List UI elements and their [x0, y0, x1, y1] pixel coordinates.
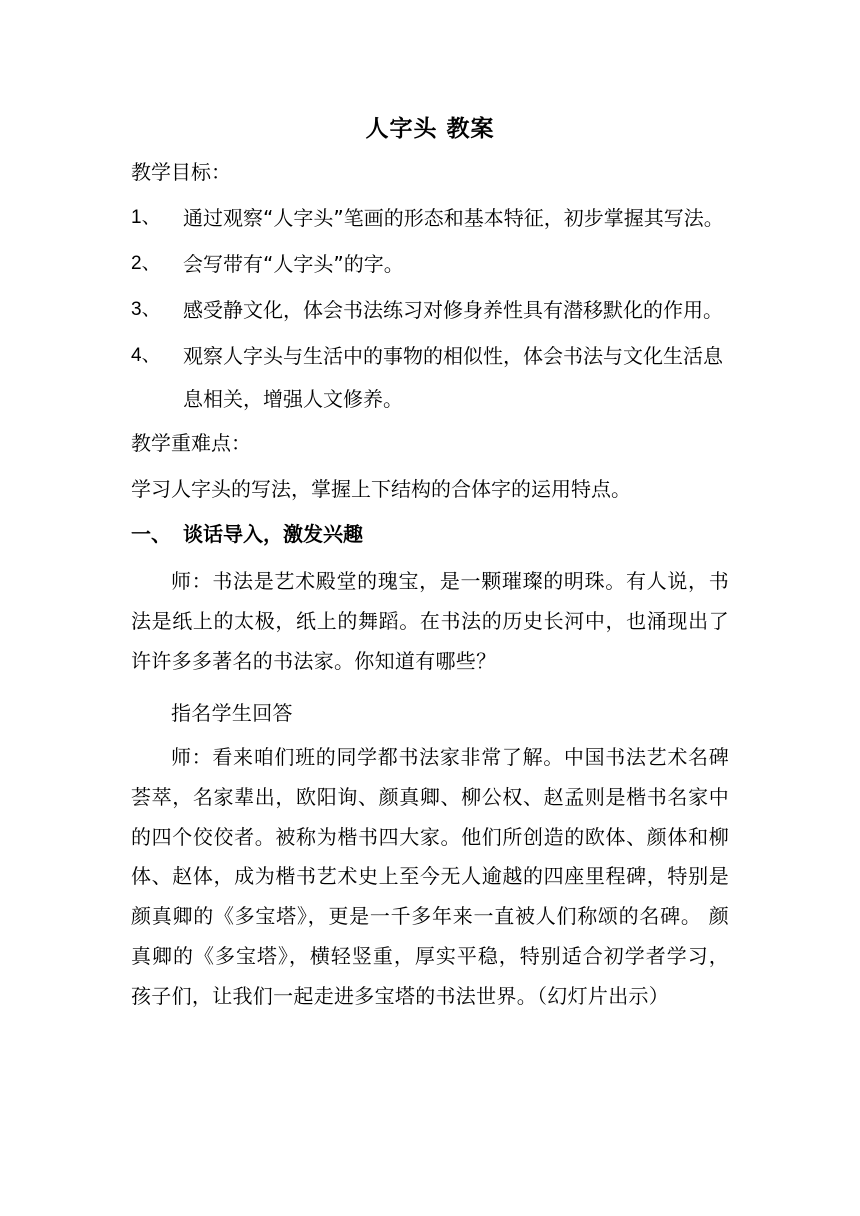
objective-number-3: 3、: [131, 299, 161, 320]
objective-number-2: 2、: [131, 253, 161, 274]
objective-text-3: 感受静文化，体会书法练习对修身养性具有潜移默化的作用。: [183, 298, 723, 322]
objective-text-1: 通过观察“人字头”笔画的形态和基本特征，初步掌握其写法。: [183, 206, 724, 230]
document-title: 人字头 教案: [365, 116, 495, 142]
section-number: 一、: [131, 522, 171, 546]
paragraph-intro: 师：书法是艺术殿堂的瑰宝，是一颗璀璨的明珠。有人说，书法是纸上的太极，纸上的舞蹈。在书法的历史长河中，也涌现出了许许多多著名的书法家。你知道有哪些？: [131, 569, 729, 673]
objective-text-2: 会写带有“人字头”的字。: [183, 252, 404, 276]
objective-number-1: 1、: [131, 207, 161, 228]
paragraph-calligraphers: 师：看来咱们班的同学都书法家非常了解。中国书法艺术名碑荟萃，名家辈出，欧阳询、颜真卿、柳公权、赵孟则是楷书名家中的四个佼佼者。被称为楷书四大家。他们所创造的欧体、颜体和柳体、赵体，成为楷书艺术史上至今无人逾越的四座里程碑，特别是颜真卿的《多宝塔》，更是一千多年来一直被人们称颂的名碑。 颜真卿的《多宝塔》，横轻竖重，厚实平稳，特别适合初学者学习，孩子们，让我们一起走进多宝塔的书法世界。（幻灯片出示）: [131, 745, 729, 1008]
objective-text-4: 观察人字头与生活中的事物的相似性，体会书法与文化生活息: [183, 344, 723, 368]
key-points-heading: 教学重难点：: [131, 431, 251, 455]
objective-text-4-continuation: 息相关，增强人文修养。: [183, 387, 403, 411]
objective-number-4: 4、: [131, 345, 161, 366]
section-title: 谈话导入，激发兴趣: [183, 522, 363, 546]
key-points-text: 学习人字头的写法，掌握上下结构的合体字的运用特点。: [131, 477, 631, 501]
objectives-heading: 教学目标：: [131, 160, 231, 184]
paragraph-student-answer: 指名学生回答: [171, 701, 293, 725]
